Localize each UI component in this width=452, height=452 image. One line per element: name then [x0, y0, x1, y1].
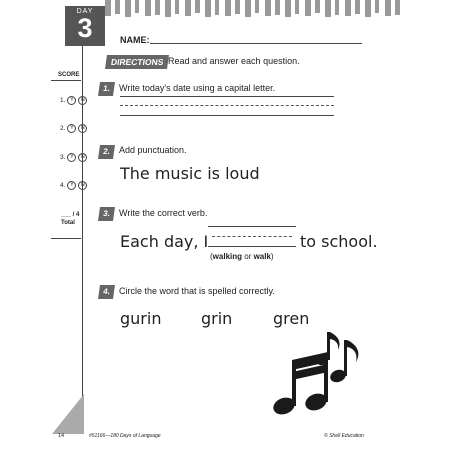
spelling-choice[interactable]: gurin — [120, 309, 162, 328]
question-4-prompt: Circle the word that is spelled correctly. — [119, 286, 275, 296]
score-row — [60, 153, 87, 162]
punctuation-sentence: The music is loud — [120, 164, 260, 183]
question-2-number: 2. — [98, 145, 115, 159]
name-label: NAME: — [120, 35, 150, 45]
close-paren: ) — [270, 252, 274, 261]
no-circle[interactable]: N — [78, 124, 87, 133]
no-circle[interactable]: N — [78, 181, 87, 190]
total-label: Total — [61, 220, 75, 226]
verb-answer-base-line[interactable] — [208, 246, 296, 247]
page-number: 14 — [58, 433, 65, 439]
verb-sentence-end: to school. — [300, 232, 378, 251]
yes-circle[interactable]: Y — [67, 124, 76, 133]
score-divider — [51, 80, 81, 81]
music-notes-icon — [270, 330, 370, 420]
total-divider — [51, 238, 81, 239]
question-1-prompt: Write today's date using a capital letter. — [119, 83, 276, 93]
verb-choice-or: or — [242, 252, 254, 261]
name-field[interactable] — [150, 43, 362, 44]
yes-circle[interactable]: Y — [67, 181, 76, 190]
day-tab — [65, 6, 105, 46]
date-answer-line-middle[interactable] — [120, 105, 334, 106]
verb-choice-a: walking — [212, 252, 243, 261]
score-row — [60, 124, 87, 133]
score-row-number: 2. — [60, 125, 66, 132]
date-answer-line-bottom[interactable] — [120, 115, 334, 116]
question-3-prompt: Write the correct verb. — [119, 208, 208, 218]
yes-circle[interactable]: Y — [67, 153, 76, 162]
question-3-number: 3. — [98, 207, 115, 221]
date-answer-line-top[interactable] — [120, 96, 334, 97]
no-circle[interactable]: N — [78, 153, 87, 162]
day-label: DAY — [76, 8, 94, 15]
footer-corner-shape — [52, 394, 84, 434]
question-1-number: 1. — [98, 82, 115, 96]
score-row-number: 4. — [60, 182, 66, 189]
verb-answer-top-line[interactable] — [208, 226, 296, 227]
total-blank[interactable]: ___ / 4 — [61, 212, 80, 218]
spelling-choice[interactable]: gren — [273, 309, 310, 328]
spelling-choice[interactable]: grin — [201, 309, 233, 328]
verb-choice-b: walk — [253, 252, 271, 261]
yes-circle[interactable]: Y — [67, 96, 76, 105]
score-total — [61, 211, 79, 227]
question-2-prompt: Add punctuation. — [119, 145, 187, 155]
score-row-number: 3. — [60, 154, 66, 161]
verb-sentence-start: Each day, I — [120, 232, 209, 251]
decorative-stripes — [105, 0, 401, 20]
directions-badge: DIRECTIONS — [105, 55, 169, 69]
directions-text: Read and answer each question. — [168, 56, 300, 66]
score-row — [60, 181, 87, 190]
day-number: 3 — [77, 13, 93, 43]
footer-copyright: © Shell Education — [324, 433, 364, 439]
no-circle[interactable]: N — [78, 96, 87, 105]
open-paren: ( — [210, 252, 213, 261]
footer-book-title: #51166—180 Days of Language — [89, 433, 161, 439]
score-row — [60, 96, 87, 105]
verb-choices — [210, 252, 274, 261]
verb-answer-mid-line[interactable] — [212, 236, 292, 237]
question-4-number: 4. — [98, 285, 115, 299]
score-row-number: 1. — [60, 97, 66, 104]
score-label: SCORE — [58, 72, 80, 78]
